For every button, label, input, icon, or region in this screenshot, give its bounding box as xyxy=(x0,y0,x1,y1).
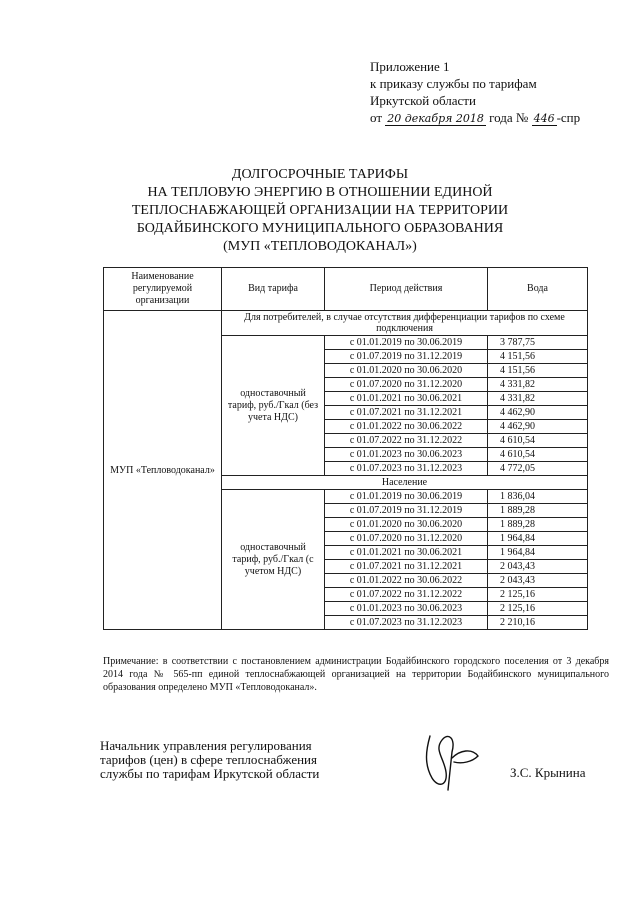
period-cell: с 01.07.2020 по 31.12.2020 xyxy=(325,378,488,392)
water-value-cell: 2 043,43 xyxy=(488,560,588,574)
title-line-5: (МУП «ТЕПЛОВОДОКАНАЛ») xyxy=(223,239,417,254)
period-cell: с 01.01.2022 по 30.06.2022 xyxy=(325,574,488,588)
period-cell: с 01.01.2020 по 30.06.2020 xyxy=(325,364,488,378)
period-cell: с 01.01.2021 по 30.06.2021 xyxy=(325,392,488,406)
position-line-2: тарифов (цен) в сфере теплоснабжения xyxy=(100,752,317,767)
header-period: Период действия xyxy=(325,268,488,311)
water-value-cell: 1 964,84 xyxy=(488,546,588,560)
tariff-table-body xyxy=(104,311,588,630)
water-value-cell: 2 125,16 xyxy=(488,588,588,602)
group-label: Население xyxy=(222,476,588,490)
organization-cell: МУП «Тепловодоканал» xyxy=(104,311,222,630)
water-value-cell: 2 125,16 xyxy=(488,602,588,616)
appendix-line-2: к приказу службы по тарифам xyxy=(370,76,537,91)
water-value-cell: 4 610,54 xyxy=(488,448,588,462)
header-kind: Вид тарифа xyxy=(222,268,325,311)
handwritten-signature xyxy=(412,728,492,794)
appendix-line-3: Иркутской области xyxy=(370,93,476,108)
note-paragraph: Примечание: в соответствии с постановлением администрации Бодайбинского городского поселения от 3 декабря 2014 года № 565-пп единой теплоснабжающей организацией на территории Бодайбинского муниципального образования определено МУП «Тепловодоканал». xyxy=(103,656,609,693)
signer-name: З.С. Крынина xyxy=(510,765,586,780)
water-value-cell: 4 331,82 xyxy=(488,392,588,406)
appendix-order-line xyxy=(370,109,620,126)
title-line-4: БОДАЙБИНСКОГО МУНИЦИПАЛЬНОГО ОБРАЗОВАНИЯ xyxy=(136,221,504,236)
appendix-block xyxy=(370,58,620,126)
period-cell: с 01.01.2019 по 30.06.2019 xyxy=(325,336,488,350)
signatory-position xyxy=(100,739,370,781)
period-cell: с 01.07.2023 по 31.12.2023 xyxy=(325,616,488,630)
tariff-table xyxy=(103,267,588,630)
water-value-cell: 2 210,16 xyxy=(488,616,588,630)
period-cell: с 01.07.2022 по 31.12.2022 xyxy=(325,588,488,602)
period-cell: с 01.07.2021 по 31.12.2021 xyxy=(325,406,488,420)
water-value-cell: 4 462,90 xyxy=(488,420,588,434)
water-value-cell: 1 836,04 xyxy=(488,490,588,504)
appendix-year-suffix: года № xyxy=(489,110,529,125)
period-cell: с 01.07.2020 по 31.12.2020 xyxy=(325,532,488,546)
period-cell: с 01.01.2021 по 30.06.2021 xyxy=(325,546,488,560)
water-value-cell: 1 889,28 xyxy=(488,504,588,518)
water-value-cell: 4 151,56 xyxy=(488,364,588,378)
period-cell: с 01.07.2022 по 31.12.2022 xyxy=(325,434,488,448)
period-cell: с 01.01.2023 по 30.06.2023 xyxy=(325,448,488,462)
group-label-row xyxy=(104,311,588,336)
water-value-cell: 1 964,84 xyxy=(488,532,588,546)
title-line-1: ДОЛГОСРОЧНЫЕ ТАРИФЫ xyxy=(231,167,409,182)
table-header-row xyxy=(104,268,588,311)
header-org: Наименование регулируемой организации xyxy=(104,268,222,311)
period-cell: с 01.07.2021 по 31.12.2021 xyxy=(325,560,488,574)
appendix-from: от xyxy=(370,110,383,125)
handwritten-date: 20 декабря 2018 xyxy=(387,112,484,125)
group-label: Для потребителей, в случае отсутствия дифференциации тарифов по схеме подключения xyxy=(222,311,588,336)
period-cell: с 01.07.2023 по 31.12.2023 xyxy=(325,462,488,476)
period-cell: с 01.07.2019 по 31.12.2019 xyxy=(325,504,488,518)
period-cell: с 01.01.2019 по 30.06.2019 xyxy=(325,490,488,504)
water-value-cell: 3 787,75 xyxy=(488,336,588,350)
tariff-kind-cell: одноставочный тариф, руб./Гкал (с учетом НДС) xyxy=(222,490,325,630)
water-value-cell: 4 331,82 xyxy=(488,378,588,392)
period-cell: с 01.07.2019 по 31.12.2019 xyxy=(325,350,488,364)
appendix-number-suffix: -спр xyxy=(556,110,581,125)
position-line-3: службы по тарифам Иркутской области xyxy=(100,766,320,781)
title-line-2: НА ТЕПЛОВУЮ ЭНЕРГИЮ В ОТНОШЕНИИ ЕДИНОЙ xyxy=(147,185,493,200)
water-value-cell: 4 462,90 xyxy=(488,406,588,420)
water-value-cell: 4 151,56 xyxy=(488,350,588,364)
tariff-kind-cell: одноставочный тариф, руб./Гкал (без учета НДС) xyxy=(222,336,325,476)
period-cell: с 01.01.2023 по 30.06.2023 xyxy=(325,602,488,616)
water-value-cell: 2 043,43 xyxy=(488,574,588,588)
water-value-cell: 4 610,54 xyxy=(488,434,588,448)
appendix-line-1: Приложение 1 xyxy=(370,59,450,74)
document-title xyxy=(60,166,580,256)
water-value-cell: 1 889,28 xyxy=(488,518,588,532)
period-cell: с 01.01.2022 по 30.06.2022 xyxy=(325,420,488,434)
handwritten-number: 446 xyxy=(533,112,555,125)
header-water: Вода xyxy=(488,268,588,311)
water-value-cell: 4 772,05 xyxy=(488,462,588,476)
position-line-1: Начальник управления регулирования xyxy=(100,738,312,753)
title-line-3: ТЕПЛОСНАБЖАЮЩЕЙ ОРГАНИЗАЦИИ НА ТЕРРИТОРИИ xyxy=(131,203,509,218)
period-cell: с 01.01.2020 по 30.06.2020 xyxy=(325,518,488,532)
